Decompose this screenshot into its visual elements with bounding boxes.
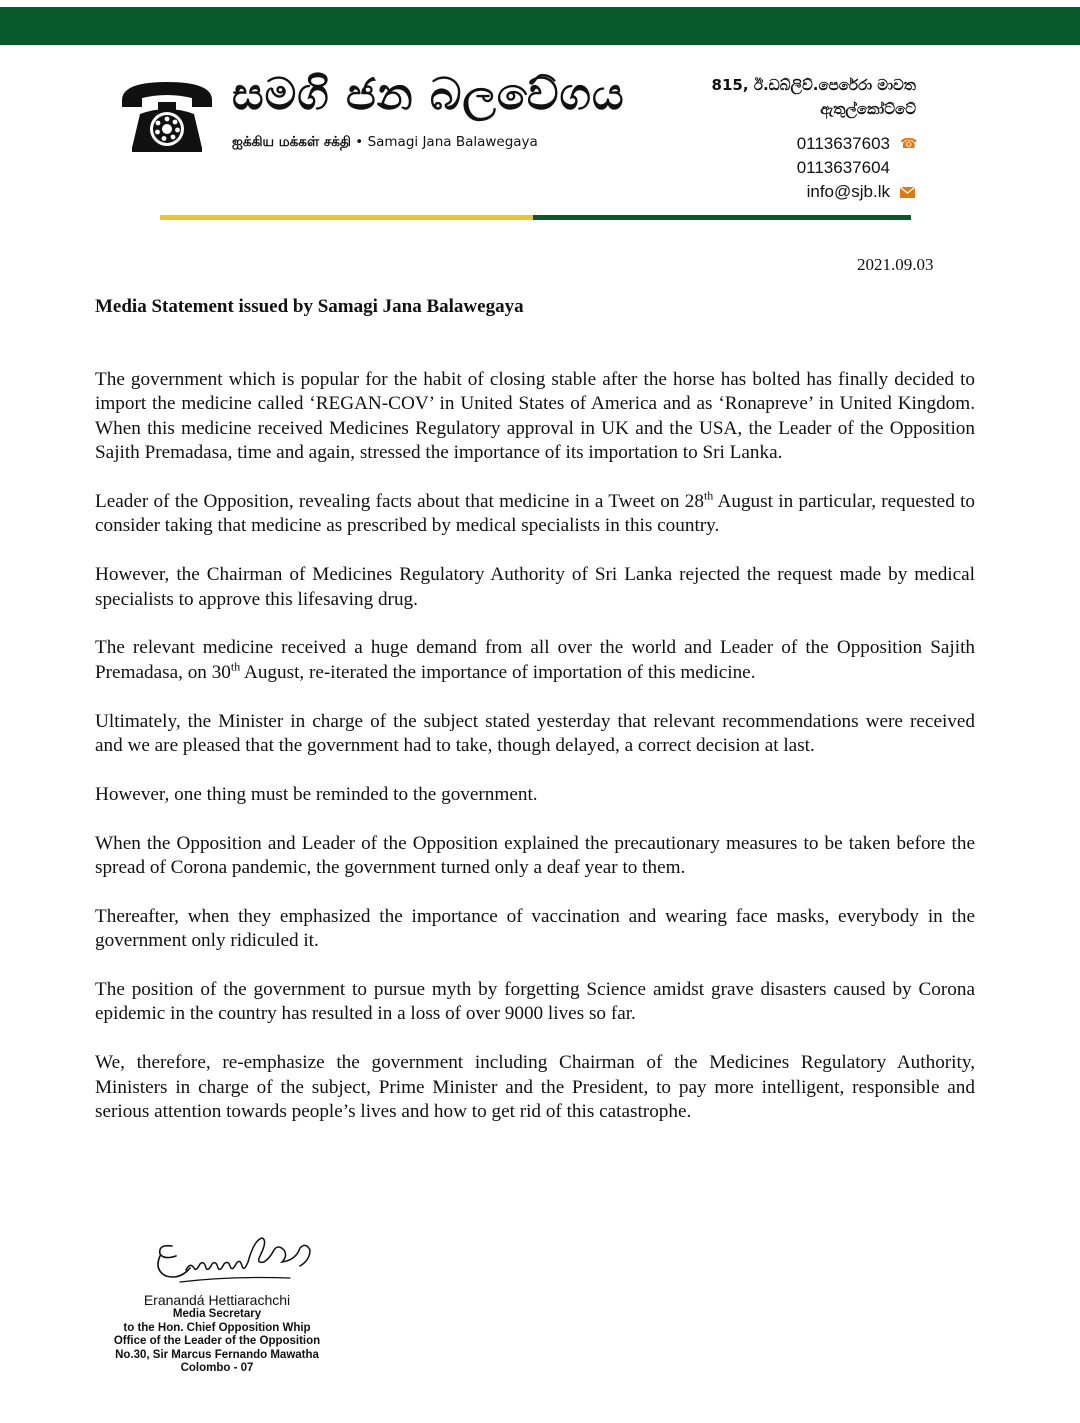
org-name-sinhala: සමගි ජන බලවේගය	[232, 69, 625, 120]
phone-number-2: 0113637604	[796, 158, 890, 177]
statement-date: 2021.09.03	[857, 255, 934, 274]
org-name-tamil: ஐக்கிய மக்கள் சக்தி	[232, 134, 351, 150]
statement-heading: Media Statement issued by Samagi Jana Balawegaya	[95, 296, 524, 317]
paragraph-1: The government which is popular for the habit of closing stable after the horse has bolted has finally decided to import the medicine called ‘REGAN-COV’ in United States of America and as ‘Ronapreve’ in United Kingdom. When this medicine received Medicines Regulatory approval in UK and the USA, the Leader of the Opposition Sajith Premadasa, time and again, stressed the importance of its importation to Sri Lanka.	[95, 369, 975, 464]
signatory-line-5: No.30, Sir Marcus Fernando Mawatha	[115, 1348, 319, 1361]
signatory-name: Eranandá Hettiarachchi	[143, 1292, 291, 1308]
statement-body	[95, 368, 975, 1149]
org-name-separator: •	[355, 134, 364, 150]
paragraph-4-text-b: August, re-iterated the importance of importation of this medicine.	[240, 661, 756, 683]
signatory-line-4: Office of the Leader of the Opposition	[113, 1335, 321, 1347]
divider-green	[533, 215, 911, 220]
paragraph-4-superscript: th	[230, 659, 241, 674]
org-name-subtitle	[232, 134, 538, 152]
envelope-icon	[900, 187, 915, 198]
paragraph-2-text-b: August in particular, requested to consider taking that medicine as prescribed by medical specialists in this country.	[95, 491, 976, 537]
signatory-line-6: Colombo - 07	[180, 1362, 254, 1374]
address-line-1: 815, ඊ.ඩබ්ලිව්.පෙරේරා මාවත	[711, 76, 916, 94]
paragraph-2	[95, 490, 975, 539]
paragraph-10: We, therefore, re-emphasize the government including Chairman of the Medicines Regulatory Authority, Ministers in charge of the subject, Prime Minister and the President, to pay more intelligent, responsible and serious attention towards people’s lives and how to get rid of this catastrophe.	[95, 1052, 975, 1123]
paragraph-4-text-a: The relevant medicine received a huge demand from all over the world and Leader of the Opposition Sajith Premadasa, on 30	[95, 637, 975, 683]
phone-icon: ☎	[900, 136, 918, 152]
signature-block	[106, 1293, 328, 1376]
paragraph-2-text-a: Leader of the Opposition, revealing facts about that medicine in a Tweet on 28	[95, 491, 704, 513]
paragraph-9: The position of the government to pursue myth by forgetting Science amidst grave disasters caused by Corona epidemic in the country has resulted in a loss of over 9000 lives so far.	[95, 979, 975, 1025]
divider-yellow	[160, 215, 533, 220]
signatory-title: Media Secretary	[172, 1308, 262, 1320]
signatory-line-3: to the Hon. Chief Opposition Whip	[123, 1321, 311, 1334]
paragraph-5: Ultimately, the Minister in charge of the subject stated yesterday that relevant recommendations were received and we are pleased that the government had to take, though delayed, a correct decision at last.	[95, 710, 975, 757]
paragraph-2-superscript: th	[703, 488, 714, 503]
phone-number-1: 0113637603	[796, 134, 890, 153]
paragraph-8: Thereafter, when they emphasized the importance of vaccination and wearing face masks, everybody in the government only ridiculed it.	[95, 905, 975, 952]
paragraph-3: However, the Chairman of Medicines Regulatory Authority of Sri Lanka rejected the request made by medical specialists to approve this lifesaving drug.	[95, 564, 975, 610]
org-name-english: Samagi Jana Balawegaya	[367, 134, 538, 150]
email-address: info@sjb.lk	[806, 182, 890, 201]
paragraph-6: However, one thing must be reminded to the government.	[95, 783, 538, 805]
paragraph-4	[95, 636, 975, 685]
paragraph-7: When the Opposition and Leader of the Opposition explained the precautionary measures to be taken before the spread of Corona pandemic, the government turned only a deaf year to them.	[95, 832, 975, 879]
top-green-bar	[0, 7, 1080, 45]
address-line-2: ඇතුල්කෝට්ටේ	[820, 100, 916, 118]
handwritten-signature	[150, 1226, 320, 1292]
telephone-logo-icon	[118, 74, 216, 154]
